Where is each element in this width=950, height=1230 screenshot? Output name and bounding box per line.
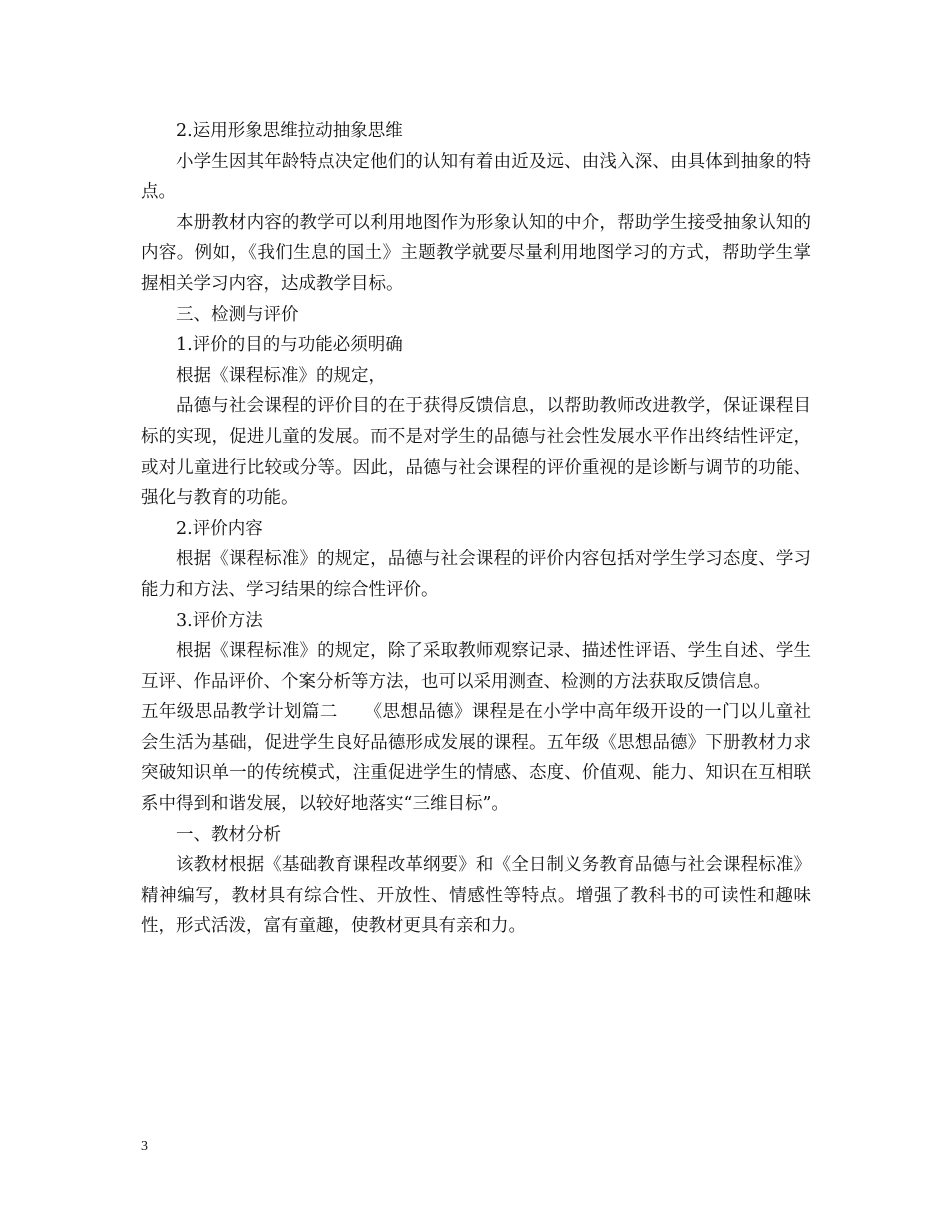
paragraph-heading-textbook-analysis: 一、教材分析 [176,824,281,845]
paragraph-heading-assessment-purpose: 1.评价的目的与功能必须明确 [176,335,403,356]
paragraph-plan-part-two: 五年级思品教学计划篇二 《思想品德》课程是在小学中高年级开设的一门以儿童社会生活为基础，促进学生良好品德形成发展的课程。五年级《思想品德》下册教材力求突破知识单一的传统模式，注重促进学生的情感、态度、价值观、能力、知识在互相联系中得到和谐发展，以较好地落实“三维目标”。 [141,702,811,815]
paragraph-map-teaching: 本册教材内容的教学可以利用地图作为形象认知的中介，帮助学生接受抽象认知的内容。例如，《我们生息的国土》主题教学就要尽量利用地图学习的方式，帮助学生掌握相关学习内容，达成教学目标。 [141,212,811,294]
page-number: 3 [141,1139,148,1154]
document-body [141,116,811,942]
paragraph-heading-assessment-content: 2.评价内容 [176,518,263,539]
paragraph-assessment-method: 根据《课程标准》的规定，除了采取教师观察记录、描述性评语、学生自述、学生互评、作品评价、个案分析等方法，也可以采用测查、检测的方法获取反馈信息。 [141,641,811,692]
paragraph-assessment-purpose: 品德与社会课程的评价目的在于获得反馈信息，以帮助教师改进教学，保证课程目标的实现，促进儿童的发展。而不是对学生的品德与社会性发展水平作出终结性评定，或对儿童进行比较或分等。因此，品德与社会课程的评价重视的是诊断与调节的功能、强化与教育的功能。 [141,396,811,509]
paragraph-standard-reference: 根据《课程标准》的规定， [176,365,386,386]
paragraph-textbook-analysis: 该教材根据《基础教育课程改革纲要》和《全日制义务教育品德与社会课程标准》精神编写，教材具有综合性、开放性、情感性等特点。增强了教科书的可读性和趣味性，形式活泼，富有童趣，使教材更具有亲和力。 [141,855,811,937]
paragraph-cognition-traits: 小学生因其年龄特点决定他们的认知有着由近及远、由浅入深、由具体到抽象的特点。 [141,151,811,203]
paragraph-heading-imagery-thinking: 2.运用形象思维拉动抽象思维 [176,121,403,141]
paragraph-heading-assessment-method: 3.评价方法 [176,610,263,631]
paragraph-heading-assessment: 三、检测与评价 [176,304,299,325]
paragraph-assessment-content: 根据《课程标准》的规定，品德与社会课程的评价内容包括对学生学习态度、学习能力和方法、学习结果的综合性评价。 [141,549,811,600]
